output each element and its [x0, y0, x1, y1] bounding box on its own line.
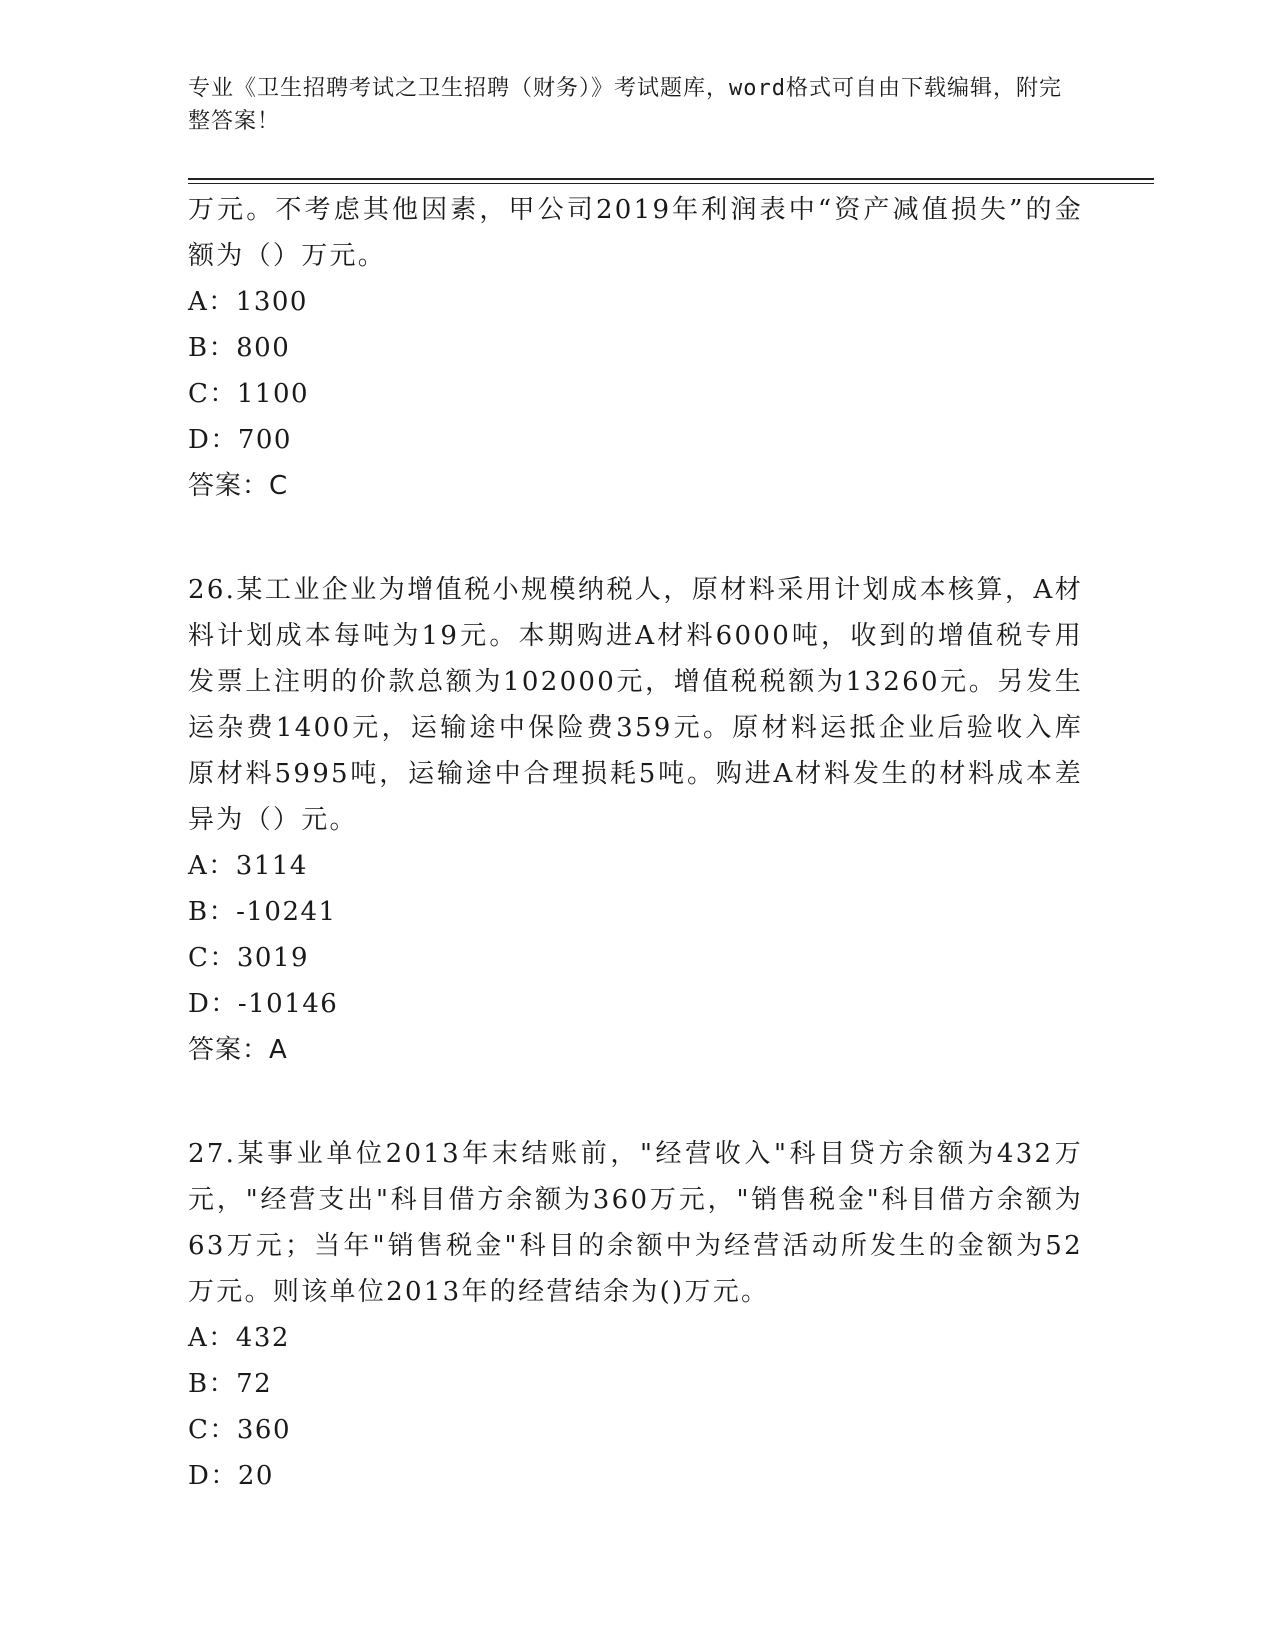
question-27-option-a: A：432 — [188, 1323, 290, 1353]
question-25-option-a: A：1300 — [188, 287, 308, 317]
question-25-text: 万元。不考虑其他因素，甲公司2019年利润表中“资产减值损失”的金额为（）万元。 — [188, 195, 1083, 271]
question-27-option-c: C：360 — [188, 1415, 292, 1445]
question-content — [188, 187, 1083, 1499]
question-26-block — [188, 567, 1083, 1073]
question-26-option-b: B：-10241 — [188, 897, 337, 927]
question-26-option-a: A：3114 — [188, 851, 308, 881]
document-header: 专业《卫生招聘考试之卫生招聘（财务）》考试题库，word格式可自由下载编辑，附完整答案！ — [188, 76, 1062, 134]
question-25-answer: 答案：C — [188, 471, 289, 501]
question-spacer — [188, 509, 1083, 567]
question-27-text: 27.某事业单位2013年末结账前，"经营收入"科目贷方余额为432万元，"经营支出"科目借方余额为360万元，"销售税金"科目借方余额为63万元；当年"销售税金"科目的余额中为经营活动所发生的金额为52万元。则该单位2013年的经营结余为()万元。 — [188, 1139, 1083, 1307]
question-26-text: 26.某工业企业为增值税小规模纳税人，原材料采用计划成本核算，A材料计划成本每吨为19元。本期购进A材料6000吨，收到的增值税专用发票上注明的价款总额为102000元，增值税税额为13260元。另发生运杂费1400元，运输途中保险费359元。原材料运抵企业后验收入库原材料5995吨，运输途中合理损耗5吨。购进A材料发生的材料成本差异为（）元。 — [188, 575, 1083, 835]
question-spacer — [188, 1073, 1083, 1131]
question-27-block — [188, 1131, 1083, 1499]
question-25-block — [188, 187, 1083, 509]
question-27-option-b: B：72 — [188, 1369, 273, 1399]
question-25-option-c: C：1100 — [188, 379, 310, 409]
question-27-option-d: D：20 — [188, 1461, 274, 1491]
question-26-option-c: C：3019 — [188, 943, 310, 973]
question-26-answer: 答案：A — [188, 1035, 288, 1065]
question-26-option-d: D：-10146 — [188, 989, 339, 1019]
question-25-option-d: D：700 — [188, 425, 292, 455]
header-divider-thick — [188, 178, 1154, 180]
question-25-option-b: B：800 — [188, 333, 291, 363]
header-divider-thin — [188, 183, 1154, 184]
